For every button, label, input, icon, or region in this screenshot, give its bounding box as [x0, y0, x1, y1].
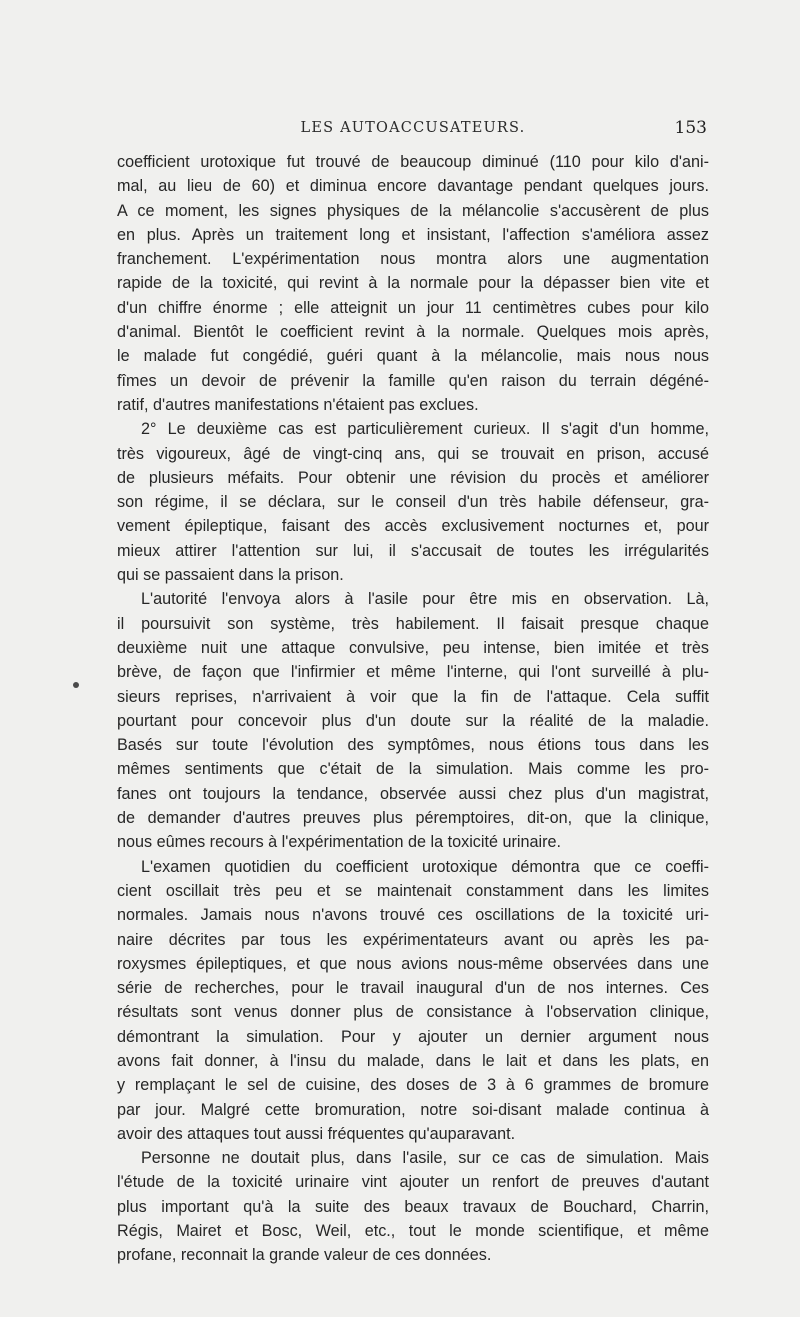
text-line: démontrant la simulation. Pour y ajouter un dernier argument nous — [117, 1027, 709, 1046]
text-line: avons fait donner, à l'insu du malade, dans le lait et dans les plats, en — [117, 1051, 709, 1070]
text-line: mieux attirer l'attention sur lui, il s'accusait de toutes les irrégularités — [117, 541, 709, 560]
text-line: en plus. Après un traitement long et insistant, l'affection s'améliora assez — [117, 225, 709, 244]
text-line: de plusieurs méfaits. Pour obtenir une révision du procès et améliorer — [117, 468, 709, 487]
text-line: très vigoureux, âgé de vingt-cinq ans, qui se trouvait en prison, accusé — [117, 444, 709, 463]
text-line: sieurs reprises, n'arrivaient à voir que la fin de l'attaque. Cela suffit — [117, 687, 709, 706]
text-line: par jour. Malgré cette bromuration, notre soi-disant malade continua à — [117, 1100, 709, 1119]
text-line: profane, reconnait la grande valeur de ces données. — [117, 1246, 492, 1265]
text-line: cient oscillait très peu et se maintenait constamment dans les limites — [117, 881, 709, 900]
text-line: nous eûmes recours à l'expérimentation de la toxicité urinaire. — [117, 833, 561, 852]
text-line: brève, de façon que l'infirmier et même l'interne, qui l'ont surveillé à plu- — [117, 663, 709, 682]
text-line: vement épileptique, faisant des accès exclusivement nocturnes et, pour — [117, 517, 709, 536]
text-line: franchement. L'expérimentation nous montra alors une augmentation — [117, 250, 709, 269]
text-line: Personne ne doutait plus, dans l'asile, sur ce cas de simulation. Mais — [141, 1149, 709, 1168]
text-line: mêmes sentiments que c'était de la simulation. Mais comme les pro- — [117, 760, 709, 779]
text-line: le malade fut congédié, guéri quant à la mélancolie, mais nous nous — [117, 347, 709, 366]
text-line: d'un chiffre énorme ; elle atteignit un jour 11 centimètres cubes pour kilo — [117, 298, 709, 317]
text-line: Basés sur toute l'évolution des symptômes, nous étions tous dans les — [117, 736, 709, 755]
text-line: avoir des attaques tout aussi fréquentes qu'auparavant. — [117, 1124, 516, 1143]
text-line: fanes ont toujours la tendance, observée aussi chez plus d'un magistrat, — [117, 784, 709, 803]
text-line: 2° Le deuxième cas est particulièrement curieux. Il s'agit d'un homme, — [141, 420, 709, 439]
text-line: mal, au lieu de 60) et diminua encore davantage pendant quelques jours. — [117, 177, 709, 196]
page-number: 153 — [674, 118, 707, 138]
text-line: rapide de la toxicité, qui revint à la normale pour la dépasser bien vite et — [117, 274, 709, 293]
text-line: pourtant pour concevoir plus d'un doute sur la réalité de la maladie. — [117, 711, 709, 730]
text-line: d'animal. Bientôt le coefficient revint à la normale. Quelques mois après, — [117, 323, 709, 342]
text-line: il poursuivit son système, très habilement. Il faisait presque chaque — [117, 614, 709, 633]
text-line: l'étude de la toxicité urinaire vint ajouter un renfort de preuves d'autant — [117, 1173, 709, 1192]
text-line: naire décrites par tous les expérimentateurs avant ou après les pa- — [117, 930, 709, 949]
text-line: Régis, Mairet et Bosc, Weil, etc., tout le monde scientifique, et même — [117, 1222, 709, 1241]
text-line: y remplaçant le sel de cuisine, des doses de 3 à 6 grammes de bromure — [117, 1076, 709, 1095]
text-line: plus important qu'à la suite des beaux travaux de Bouchard, Charrin, — [117, 1197, 709, 1216]
text-line: L'examen quotidien du coefficient urotoxique démontra que ce coeffi- — [141, 857, 709, 876]
text-line: série de recherches, pour le travail inaugural d'un de nos internes. Ces — [117, 979, 709, 998]
text-line: fîmes un devoir de prévenir la famille qu'en raison du terrain dégéné- — [117, 371, 709, 390]
text-line: normales. Jamais nous n'avons trouvé ces oscillations de la toxicité uri- — [117, 906, 709, 925]
text-line: L'autorité l'envoya alors à l'asile pour être mis en observation. Là, — [141, 590, 709, 609]
text-line: coefficient urotoxique fut trouvé de beaucoup diminué (110 pour kilo d'ani- — [117, 153, 709, 171]
text-line: ratif, d'autres manifestations n'étaient pas exclues. — [117, 395, 479, 414]
text-line: roxysmes épileptiques, et que nous avions nous-même observées dans une — [117, 954, 709, 973]
ink-spot-mark — [73, 682, 79, 688]
text-line: son régime, il se déclara, sur le conseil d'un très habile défenseur, gra- — [117, 493, 709, 512]
text-line: de demander d'autres preuves plus péremptoires, dit-on, que la clinique, — [117, 809, 709, 828]
body-text — [117, 150, 709, 1268]
text-line: A ce moment, les signes physiques de la mélancolie s'accusèrent de plus — [117, 201, 709, 220]
text-line: qui se passaient dans la prison. — [117, 566, 344, 585]
text-line: deuxième nuit une attaque convulsive, peu intense, bien imitée et très — [117, 638, 709, 657]
page-header — [117, 120, 709, 142]
text-line: résultats sont venus donner plus de consistance à l'observation clinique, — [117, 1003, 709, 1022]
running-title: LES AUTOACCUSATEURS. — [300, 120, 526, 136]
